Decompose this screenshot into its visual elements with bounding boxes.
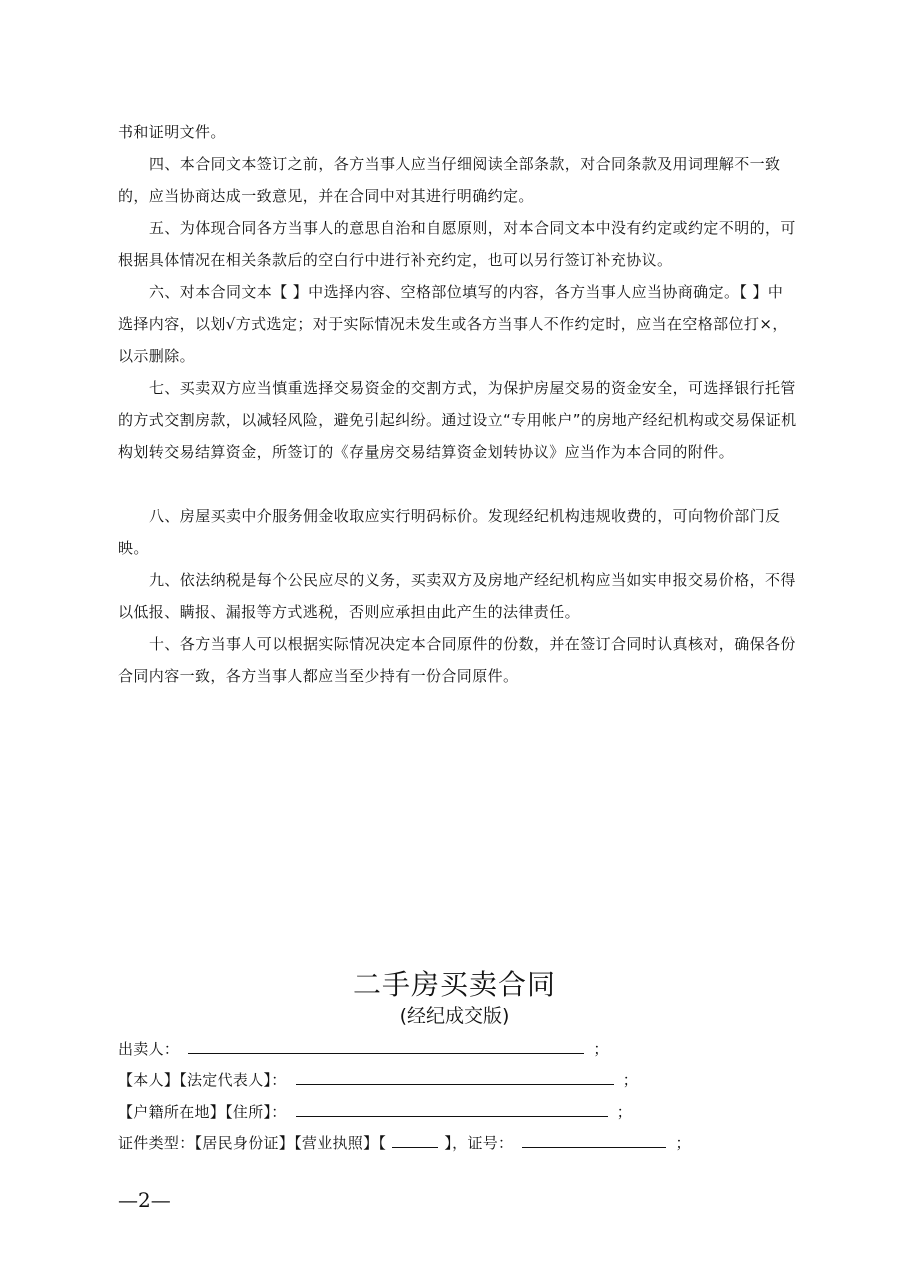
address-end: ； xyxy=(616,1103,633,1121)
representative-end: ； xyxy=(622,1071,639,1089)
seller-blank[interactable] xyxy=(188,1037,584,1054)
paragraph-continuation: 书和证明文件。 xyxy=(118,123,226,141)
paragraph-item-6: 六、对本合同文本【 】中选择内容、空格部位填写的内容，各方当事人应当协商确定。【 】中选择内容，以划√方式选定；对于实际情况未发生或各方当事人不作约定时，应当在空格部位打×，以示删除。 xyxy=(118,283,788,365)
paragraph-item-9: 九、依法纳税是每个公民应尽的义务，买卖双方及房地产经纪机构应当如实申报交易价格，不得以低报、瞒报、漏报等方式逃税，否则应承担由此产生的法律责任。 xyxy=(118,571,796,621)
address-blank[interactable] xyxy=(296,1100,608,1117)
representative-blank[interactable] xyxy=(296,1068,614,1085)
address-field-row xyxy=(118,1100,632,1124)
seller-end: ； xyxy=(593,1040,609,1058)
paragraph-item-7: 七、买卖双方应当慎重选择交易资金的交割方式，为保护房屋交易的资金安全，可选择银行托管的方式交割房款，以减轻风险，避免引起纠纷。通过设立“专用帐户”的房地产经纪机构或交易保证机构划转交易结算资金，所签订的《存量房交易结算资金划转协议》应当作为本合同的附件。 xyxy=(118,379,797,461)
id-number-blank[interactable] xyxy=(522,1131,666,1148)
id-type-other-blank[interactable] xyxy=(392,1131,438,1148)
representative-label: 【本人】【法定代表人】： xyxy=(118,1071,287,1089)
paragraph-item-5: 五、为体现合同各方当事人的意思自治和自愿原则，对本合同文本中没有约定或约定不明的，可根据具体情况在相关条款后的空白行中进行补充约定，也可以另行签订补充协议。 xyxy=(118,219,796,269)
id-type-field-row xyxy=(118,1131,691,1155)
contract-subtitle: (经纪成交版) xyxy=(399,1005,510,1027)
page-number: —2— xyxy=(118,1188,171,1212)
id-number-end: ； xyxy=(675,1134,691,1152)
contract-title: 二手房买卖合同 xyxy=(352,968,556,1001)
paragraph-item-4: 四、本合同文本签订之前，各方当事人应当仔细阅读全部条款，对合同条款及用词理解不一致的，应当协商达成一致意见，并在合同中对其进行明确约定。 xyxy=(118,155,781,205)
address-label: 【户籍所在地】【住所】： xyxy=(118,1103,287,1121)
seller-field-row xyxy=(118,1037,609,1061)
paragraph-item-10: 十、各方当事人可以根据实际情况决定本合同原件的份数，并在签订合同时认真核对，确保各份合同内容一致，各方当事人都应当至少持有一份合同原件。 xyxy=(118,635,796,685)
id-number-label: 】，证号： xyxy=(444,1134,514,1152)
representative-field-row xyxy=(118,1068,638,1092)
paragraph-item-8: 八、房屋买卖中介服务佣金收取应实行明码标价。发现经纪机构违规收费的，可向物价部门反映。 xyxy=(118,507,781,557)
id-type-label: 证件类型：【居民身份证】【营业执照】【 xyxy=(118,1134,387,1152)
seller-label: 出卖人： xyxy=(118,1040,180,1058)
